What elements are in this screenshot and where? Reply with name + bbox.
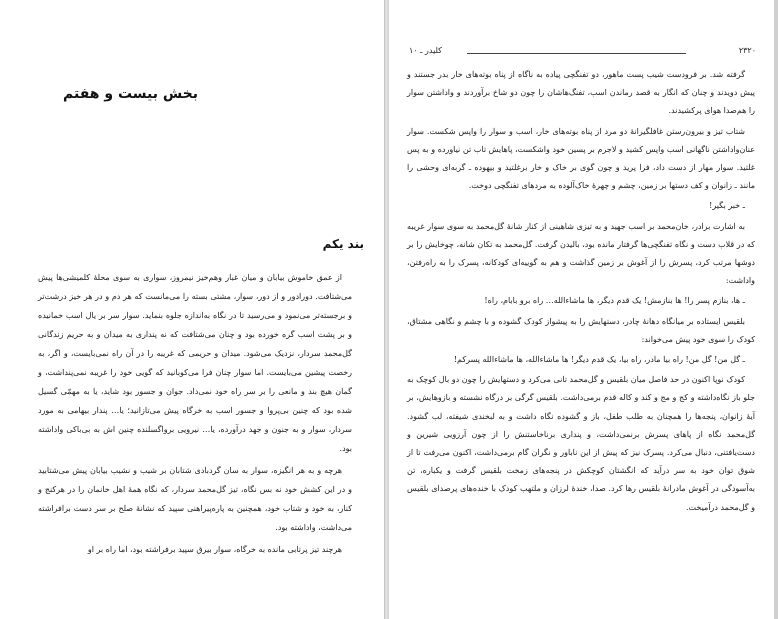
body-paragraph: بلقیس ایستاده بر میانگاه دهانهٔ چادر، دستهایش را به پیشواز کودک گشوده و با چشم و نگاهی مشتاق، کودک را سوی خود پیش می‌خواند: [407, 316, 755, 344]
chapter-title: کلیدر ـ ۱۰ [409, 46, 442, 55]
body-paragraph: گرفته شد. بر فرودست شیب پست ماهور، دو تفنگچی پیاده به ناگاه از پناه بوته‌های خار بدر جستند و پیش دویدند و چنان که انگار به قصد رماندن اسب، تفنگ‌هاشان را چون دو شاخ برآوردند و واداشتن سوار را هم‌صدا هوای پرکشیدند. [407, 70, 755, 116]
body-paragraph: کودک نوپا اکنون در حد فاصل میان بلقیس و گل‌محمد تانی می‌کرد و دستهایش را چون دو بال کوچک به جلو باز نگاه‌داشته و کج و مج و کند و کاله قدم برمی‌داشت. بلقیس گرگی بر درگاه نشسته و بازوهایش، بر آیهٔ زانوان، پنجه‌ها را همچنان به طلب طفل، باز و گشوده نگاه داشت و به لبخندی شیفته، لب گشود. گل‌محمد نگاه از پاهای پسرش برنمی‌داشت، و پنداری برناخاستنش را از چون آرزویی شیرین و دست‌یافتنی، دنبال می‌کرد. پسرک نیز که پیش از این ناباور و نگران گام برمی‌داشت، اکنون می‌رفت تا از شوق توان خود به سر درآید که انگشتان کوچکش در پنجه‌های زمخت بلقیس گرفت و یکباره، تن به‌آسودگی در آغوش مادرانهٔ بلقیس رها کرد. صدا، خندهٔ لرزان و ملتهب کودک با خنده‌های پرصدای بلقیس و گل‌محمد درآمیخت. [407, 375, 755, 512]
body-paragraph: هرچند تیز پرتابی مانده به خرگاه، سوار بیرق سپید برفراشته بود، اما راه بر او [87, 545, 342, 554]
right-page [389, 0, 778, 619]
body-paragraph: هرچه و به هر انگیزه، سوار به سان گردبادی شتابان بر شیب و نشیب بیابان پیش می‌شتابید و در این کشش خود نه بس نگاه، تیز گل‌محمد سردار، که نگاه همهٔ اهل خانمان را در هرکنج و کنار، به خود و شتاب خود، همچنین به پاره‌پیراهنی سپید که نشانهٔ صلح بر سر دست برافراشته می‌داشت، واداشته بود. [38, 466, 352, 532]
body-paragraph: ـ ها، بنازم پسر را! ها بنازمش! یک قدم دیگر، ها ماشاءالله… راه برو بابام، راه! [484, 296, 745, 306]
header-rule [467, 53, 686, 54]
page-number: ۲۳۲۰ [738, 46, 756, 55]
left-page-body [38, 268, 352, 562]
body-paragraph: ـ خبر بگیر! [709, 201, 745, 211]
section-title: بند یکم [322, 237, 364, 251]
left-page [0, 0, 384, 619]
running-header [409, 46, 756, 60]
body-paragraph: به اشارت برادر، خان‌محمد بر اسب جهید و به تیزی شاهینی از کنار شانهٔ گل‌محمد به سوی سوار غریبه که در قلاب دست و نگاه تفنگچی‌ها گرفتار مانده بود، بالیدن گرفت. گل‌محمد به تکان شانه، چوخایش را بر دوشها مرتب کرد، پسرش را از آغوش بر زمین گذاشت و هم به گوییه‌ای کودکانه، پسرک را به راه‌رفتن، واداشت: [407, 221, 755, 286]
right-page-body [407, 66, 755, 519]
body-paragraph: شتاب تیز و بیرون‌رستن غافلگیرانهٔ دو مرد از پناه بوته‌های خار، اسب و سوار را واپس شکست. سوار عنان‌واداشتن ناگهانی اسب واپس کشید و لاجرم بر پسین خود واشکست، پاهایش تاب تن نیاورده و به پس غلتید. سوار مهار از دست داد، فرا پرید و چون گوی بر خاک و خار برغلتید و بیهوده ـ گربه‌ای وحشی را مانند ـ زانوان و کف دستها بر زمین، چشم و چهرهٔ خاک‌آلوده به مردهای تفنگچی دوخت. [407, 126, 755, 191]
body-paragraph: ـ گل من! گل من! راه بیا مادر، راه بیا، یک قدم دیگر! ها ماشاءالله، ها ماشاءالله پسرکم! [453, 355, 745, 365]
part-title: بخش بیست و هفتم [63, 86, 198, 102]
body-paragraph: از عمق خاموش بیابان و میان غبار وهم‌خیز نیمروز، سواری به سوی محلهٔ کلمیشی‌ها پیش می‌شتافت. دورادور و از دور، سوار، مشتی بسته را می‌مانست که هر دم و در هر خیز درشت‌تر و برجسته‌تر می‌نمود و می‌رسید تا در نگاه به‌اندازه جلوه بنماید. سوار سر بر یال اسب خمانیده و بر پشت اسب گره خورده بود و چنان می‌شتافت که نه پنداری به میدان و به حریم زندگانی گل‌محمد سردار، نزدیک می‌شود. میدان و حریمی که غریبه را در آن راه نمی‌بایست، و اگر، به رخصت پیشین می‌بایست. اما سوار چنان فرا می‌کوبانید که گویی خود را غریبه نمی‌پنداشت، و گمان هیچ بند و مانعی را بر سر راه خود نمی‌داد. جوان و جسور بود شاید، یا به مهمّی گسیل شده بود که چنین بی‌پروا و جسور اسب به خرگاه پیش می‌تازانید؛ یا… پندار بیهامی به مورد سردار، سوار و به جنون و جهد درآورده، یا… نیرویی برواگسلنده چنین اش به بی‌باکی واداشته بود. [38, 273, 352, 453]
right-page-edge [774, 0, 778, 619]
